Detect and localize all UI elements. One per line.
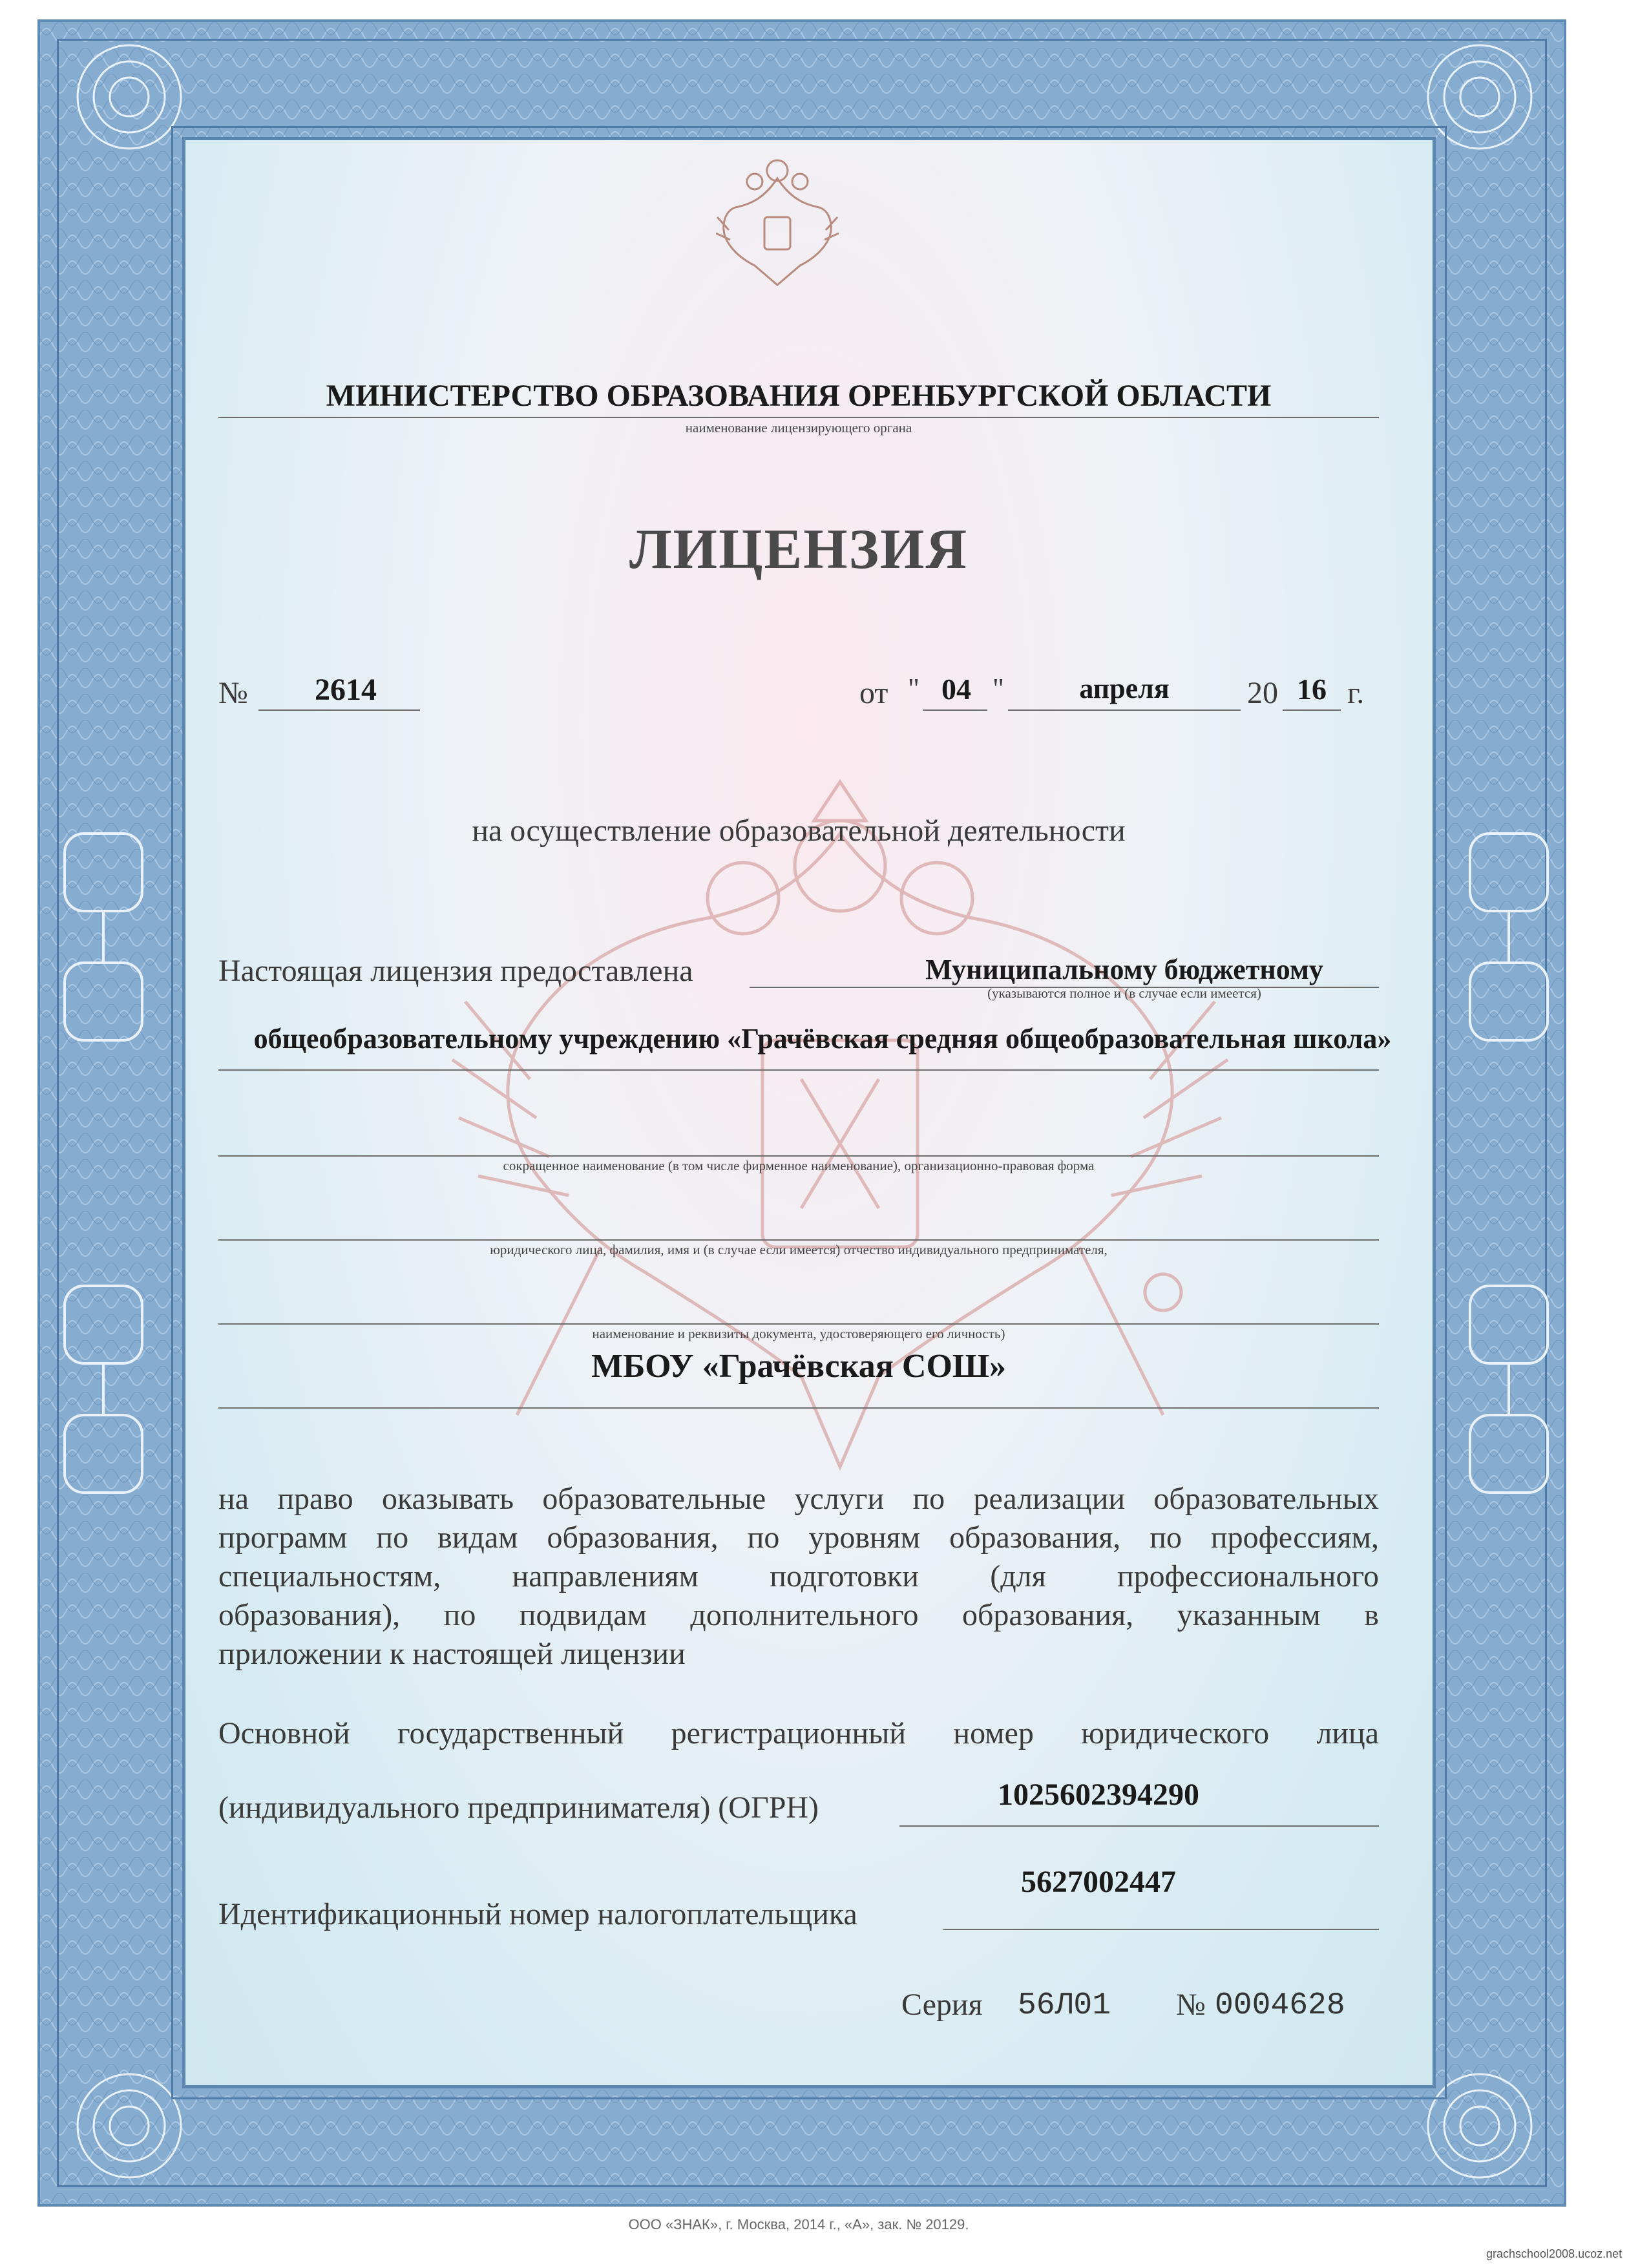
ogrn-label-line-2: (индивидуального предпринимателя) (ОГРН) xyxy=(218,1790,819,1825)
date-from-label: от xyxy=(859,676,888,710)
blank-line-3 xyxy=(218,1323,1379,1325)
blank-number-sign: № xyxy=(1176,1988,1206,2022)
series-value: 56Л01 xyxy=(1018,1988,1111,2023)
blank-line-2 xyxy=(218,1239,1379,1241)
issuer-underline xyxy=(218,417,1379,418)
ogrn-underline xyxy=(899,1825,1379,1827)
caption-legal-person: юридического лица, фамилия, имя и (в случае если имеется) отчество индивидуального предпринимателя, xyxy=(490,1242,1108,1257)
date-day: 04 xyxy=(941,673,971,706)
series-label: Серия xyxy=(901,1988,983,2022)
date-month: апреля xyxy=(1079,673,1170,704)
ogrn-value: 1025602394290 xyxy=(998,1778,1199,1812)
inn-underline xyxy=(943,1929,1379,1930)
rights-line-2: программ по видам образования, по уровням образования, по профессиям, xyxy=(218,1520,1379,1555)
date-quote-open: " xyxy=(908,673,919,704)
date-year-underline xyxy=(1283,709,1341,711)
date-day-underline xyxy=(923,709,987,711)
number-sign: № xyxy=(218,676,248,710)
licensee-line-2-underline xyxy=(218,1069,1379,1071)
issuer-caption: наименование лицензирующего органа xyxy=(685,420,912,436)
printer-note: ООО «ЗНАК», г. Москва, 2014 г., «А», зак. № 20129. xyxy=(628,2216,969,2232)
inn-value: 5627002447 xyxy=(1021,1865,1176,1899)
date-month-underline xyxy=(1008,709,1241,711)
coat-of-arms-icon xyxy=(716,152,839,288)
date-year-suffix: 16 xyxy=(1297,673,1327,706)
caption-short-name: сокращенное наименование (в том числе фирменное наименование), организационно-правовая форма xyxy=(503,1158,1095,1173)
licensee-short-name: МБОУ «Грачёвская СОШ» xyxy=(591,1348,1007,1385)
license-number: 2614 xyxy=(315,673,377,707)
inn-label: Идентификационный номер налогоплательщика xyxy=(218,1897,857,1931)
licensee-short-underline xyxy=(218,1407,1379,1409)
background-coat-of-arms-icon xyxy=(439,756,1241,1499)
number-underline xyxy=(258,709,420,711)
rights-line-3: специальностям, направлениям подготовки (для профессионального xyxy=(218,1559,1379,1593)
document-title: ЛИЦЕНЗИЯ xyxy=(629,518,969,581)
date-year-unit: г. xyxy=(1347,676,1365,710)
license-purpose: на осуществление образовательной деятельности xyxy=(472,814,1126,848)
ogrn-label-line-1: Основной государственный регистрационный номер юридического лица xyxy=(218,1716,1379,1750)
licensee-line-1: Муниципальному бюджетному xyxy=(925,954,1323,985)
caption-full-name: (указываются полное и (в случае если имеется) xyxy=(987,985,1261,1001)
issuer-name: МИНИСТЕРСТВО ОБРАЗОВАНИЯ ОРЕНБУРГСКОЙ ОБЛАСТИ xyxy=(326,379,1272,413)
date-quote-close: " xyxy=(993,673,1004,704)
date-year-prefix: 20 xyxy=(1247,676,1278,710)
blank-number: 0004628 xyxy=(1215,1988,1345,2023)
side-ornament-right xyxy=(1451,808,1567,1518)
side-ornament-left xyxy=(45,808,162,1518)
granted-label: Настоящая лицензия предоставлена xyxy=(218,954,693,988)
blank-line-1 xyxy=(218,1155,1379,1157)
caption-document: наименование и реквизиты документа, удостоверяющего его личность) xyxy=(592,1326,1005,1341)
rights-line-1: на право оказывать образовательные услуги по реализации образовательных xyxy=(218,1482,1379,1516)
licensee-line-2: общеобразовательному учреждению «Грачёвская средняя общеобразовательная школа» xyxy=(253,1023,1392,1055)
rights-line-5: приложении к настоящей лицензии xyxy=(218,1637,686,1671)
rights-line-4: образования), по подвидам дополнительного образования, указанным в xyxy=(218,1598,1379,1632)
site-watermark: grachschool2008.ucoz.net xyxy=(1486,2247,1623,2260)
